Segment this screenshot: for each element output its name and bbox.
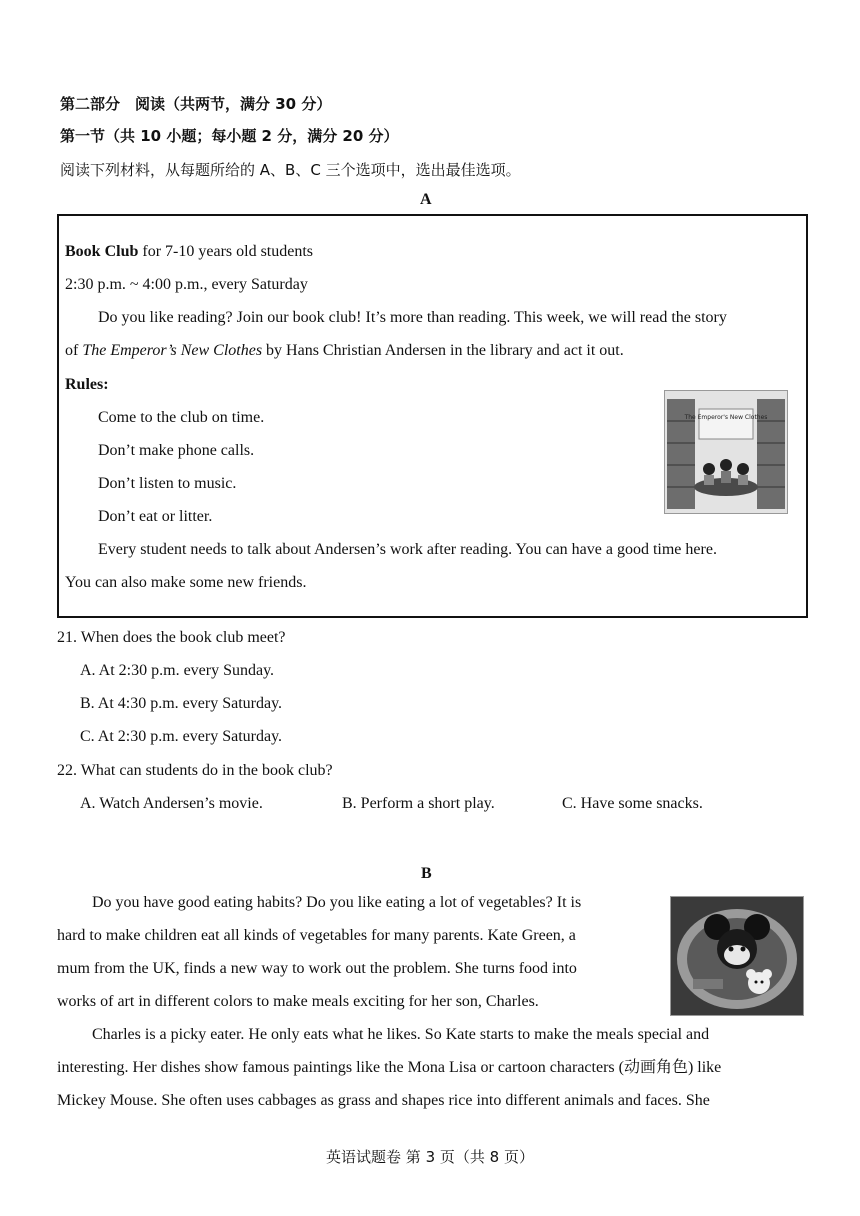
passage-b-line: mum from the UK, finds a new way to work out the problem. She turns food into — [57, 960, 577, 977]
closing-line-1: Every student needs to talk about Andersen’s work after reading. You can have a good time here. — [98, 541, 717, 558]
question-21-option-c: C. At 2:30 p.m. every Saturday. — [80, 728, 283, 745]
story-title: The Emperor’s New Clothes — [82, 342, 263, 359]
rule-item: Don’t listen to music. — [98, 475, 237, 492]
library-illustration — [664, 390, 788, 514]
club-time: 2:30 p.m. ~ 4:00 p.m., every Saturday — [65, 276, 308, 293]
passage-b-line: Mickey Mouse. She often uses cabbages as grass and shapes rice into different animals and faces. She — [57, 1092, 710, 1109]
passage-b-line: Charles is a picky eater. He only eats what he likes. So Kate starts to make the meals special and — [92, 1026, 710, 1043]
food-art-illustration — [670, 896, 804, 1016]
intro-line-2 — [65, 341, 624, 361]
question-21-option-a: A. At 2:30 p.m. every Sunday. — [80, 662, 275, 679]
question-22-stem: 22. What can students do in the book club? — [57, 762, 333, 779]
rule-item: Don’t eat or litter. — [98, 508, 213, 525]
question-22-option-a: A. Watch Andersen’s movie. — [80, 795, 263, 812]
passage-b-label: B — [421, 865, 432, 882]
question-21-option-b: B. At 4:30 p.m. every Saturday. — [80, 695, 283, 712]
page-footer: 英语试题卷 第 3 页（共 8 页） — [326, 1148, 534, 1166]
club-suffix: for 7-10 years old students — [142, 243, 314, 260]
closing-line-2: You can also make some new friends. — [65, 574, 307, 591]
rule-item: Come to the club on time. — [98, 409, 265, 426]
passage-b-line: Do you have good eating habits? Do you like eating a lot of vegetables? It is — [92, 894, 582, 911]
passage-b-line: works of art in different colors to make meals exciting for her son, Charles. — [57, 993, 539, 1010]
intro-rest: by Hans Christian Andersen in the library and act it out. — [262, 342, 624, 359]
illustration-caption: The Emperor's New Clothes — [684, 414, 768, 421]
library-drawing — [665, 391, 787, 513]
section-title: 第一节（共 10 小题；每小题 2 分，满分 20 分） — [60, 127, 399, 145]
rule-item: Don’t make phone calls. — [98, 442, 255, 459]
passage-b-line: interesting. Her dishes show famous paintings like the Mona Lisa or cartoon characters (动画角色) like — [57, 1059, 722, 1076]
instructions: 阅读下列材料，从每题所给的 A、B、C 三个选项中，选出最佳选项。 — [60, 161, 521, 179]
question-22-option-b: B. Perform a short play. — [342, 795, 495, 812]
passage-b-line: hard to make children eat all kinds of vegetables for many parents. Kate Green, a — [57, 927, 576, 944]
passage-a-label: A — [420, 191, 432, 208]
question-22-option-c: C. Have some snacks. — [562, 795, 703, 812]
rules-heading: Rules: — [65, 376, 109, 393]
question-21-stem: 21. When does the book club meet? — [57, 629, 286, 646]
club-heading — [65, 242, 313, 262]
intro-line-1: Do you like reading? Join our book club! It’s more than reading. This week, we will read the story — [98, 309, 727, 326]
club-name: Book Club — [65, 243, 139, 260]
food-art-drawing — [671, 897, 803, 1015]
part-title: 第二部分 阅读（共两节，满分 30 分） — [60, 95, 332, 113]
intro-of: of — [65, 342, 83, 359]
